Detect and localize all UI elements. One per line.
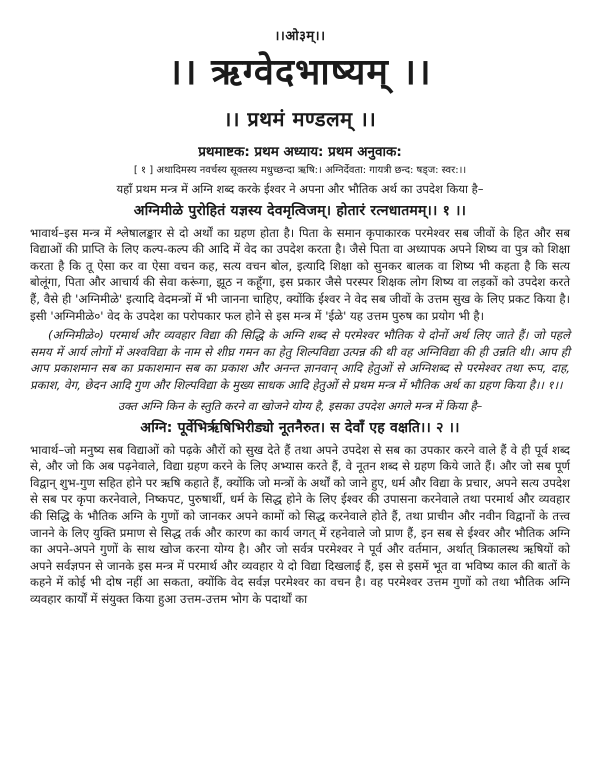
page-subtitle: ।। प्रथमं मण्डलम् ।। <box>223 107 377 131</box>
sukta-metadata: [ १ ] अथादिमस्य नवर्चस्य सूक्तस्य मधुच्छन्दा ऋषि:। अग्निर्देवता: गायत्री छन्द: षड्ज: स्वर:।। <box>133 165 467 176</box>
bridge-line: उक्त अग्नि किन के स्तुति करने वा खोजने योग्य है, इसका उपदेश अगले मन्त्र में किया है– <box>117 398 483 413</box>
page-title: ।। ऋग्वेदभाष्यम् ।। <box>168 52 432 93</box>
mantra-verse-2: अग्नि: पूर्वेभिर्ऋषिभिरीड्यो नूतनैरुत। स देवाँ एह वक्षति।। २ ।। <box>140 419 460 436</box>
commentary-paragraph-1: भावार्थ–इस मन्त्र में श्लेषालङ्कार से दो अर्थों का ग्रहण होता है। पिता के समान कृपाकारक परमेश्वर सब जीवों के हित और सब विद्याओं की प्राप्ति के लिए कल्प-कल्प की आदि में वेद का उपदेश करता है। जैसे पिता वा अध्यापक अपने शिष्य वा पुत्र को शिक्षा करता है कि तू ऐसा कर वा ऐसा वचन कह, सत्य वचन बोल, इत्यादि शिक्षा को सुनकर बालक वा शिष्य भी कहता है कि सत्य बोलूंगा, पिता और आचार्य की सेवा करूंगा, झूठ न कहूँगा, इस प्रकार जैसे परस्पर शिक्षक लोग शिष्य वा लड़कों को उपदेश करते हैं, वैसे ही 'अग्निमीळे' इत्यादि वेदमन्त्रों में भी जानना चाहिए, क्योंकि ईश्वर ने वेद सब जीवों के उत्तम सुख के लिए प्रकट किया है। इसी 'अग्निमीळे०' वेद के उपदेश का परोपकार फल होने से इस मन्त्र में 'ईळे' यह उत्तम पुरुष का प्रयोग भी है। <box>30 225 570 323</box>
mantra-verse-1: अग्निमीळे पुरोहितं यज्ञस्य देवमृत्विजम्। होतारं रत्नधातमम्।। १ ।। <box>133 202 467 219</box>
commentary-paragraph-3: भावार्थ–जो मनुष्य सब विद्याओं को पढ़के औरों को सुख देते हैं तथा अपने उपदेश से सब का उपकार करने वाले हैं वे ही पूर्व शब्द से, और जो कि अब पढ़नेवाले, विद्या ग्रहण करने के लिए अभ्यास करते हैं, वे नूतन शब्द से ग्रहण किये जाते हैं। और जो सब पूर्ण विद्वान् शुभ-गुण सहित होने पर ऋषि कहाते हैं, क्योंकि जो मन्त्रों के अर्थों को जाने हुए, धर्म और विद्या के प्रचार, अपने सत्य उपदेश से सब पर कृपा करनेवाले, निष्कपट, पुरुषार्थी, धर्म के सिद्ध होने के लिए ईश्वर की उपासना करनेवाले तथा परमार्थ और व्यवहार की सिद्धि के भौतिक अग्नि के गुणों को जानकर अपने कामों को सिद्ध करनेवाले होते हैं, तथा प्राचीन और नवीन विद्वानों के तत्त्व जानने के लिए युक्ति प्रमाण से सिद्ध तर्क और कारण का कार्य जगत् में रहनेवाले जो प्राण हैं, इन सब से ईश्वर और भौतिक अग्नि का अपने-अपने गुणों के साथ खोज करना योग्य है। और जो सर्वत्र परमेश्वर ने पूर्व और वर्तमान, अर्थात् त्रिकालस्थ ऋषियों को अपने सर्वज्ञपन से जानके इस मन्त्र में परमार्थ और व्यवहार ये दो विद्या दिखलाई हैं, इस से इसमें भूत वा भविष्य काल की बातों के कहने में कोई भी दोष नहीं आ सकता, क्योंकि वेद सर्वज्ञ परमेश्वर का वचन है। वह परमेश्वर उत्तम गुणों को तथा भौतिक अग्नि व्यवहार कार्यों में संयुक्त किया हुआ उत्तम-उत्तम भोग के पदार्थों का <box>30 442 570 607</box>
intro-line: यहाँ प्रथम मन्त्र में अग्नि शब्द करके ईश्वर ने अपना और भौतिक अर्थ का उपदेश किया है– <box>116 181 484 196</box>
commentary-paragraph-2: (अग्निमीळे०) परमार्थ और व्यवहार विद्या की सिद्धि के अग्नि शब्द से परमेश्वर भौतिक ये दोनों अर्थ लिए जाते हैं। जो पहले समय में आर्य लोगों में अश्वविद्या के नाम से शीघ्र गमन का हेतु शिल्पविद्या उत्पन्न की थी वह अग्निविद्या की ही उन्नति थी। आप ही आप प्रकाशमान सब का प्रकाशमान सब का प्रकाश और अनन्त ज्ञानवान् आदि हेतुओं से अग्निशब्द से परमेश्वर तथा रूप, दाह, प्रकाश, वेग, छेदन आदि गुण और शिल्पविद्या के मुख्य साधक आदि हेतुओं से प्रथम मन्त्र में भौतिक अर्थ का ग्रहण किया है।। १।। <box>30 328 570 392</box>
section-heading: प्रथमाष्टक: प्रथम अध्याय: प्रथम अनुवाक: <box>198 144 402 160</box>
om-symbol: ।।ओ३म्।। <box>274 29 326 44</box>
